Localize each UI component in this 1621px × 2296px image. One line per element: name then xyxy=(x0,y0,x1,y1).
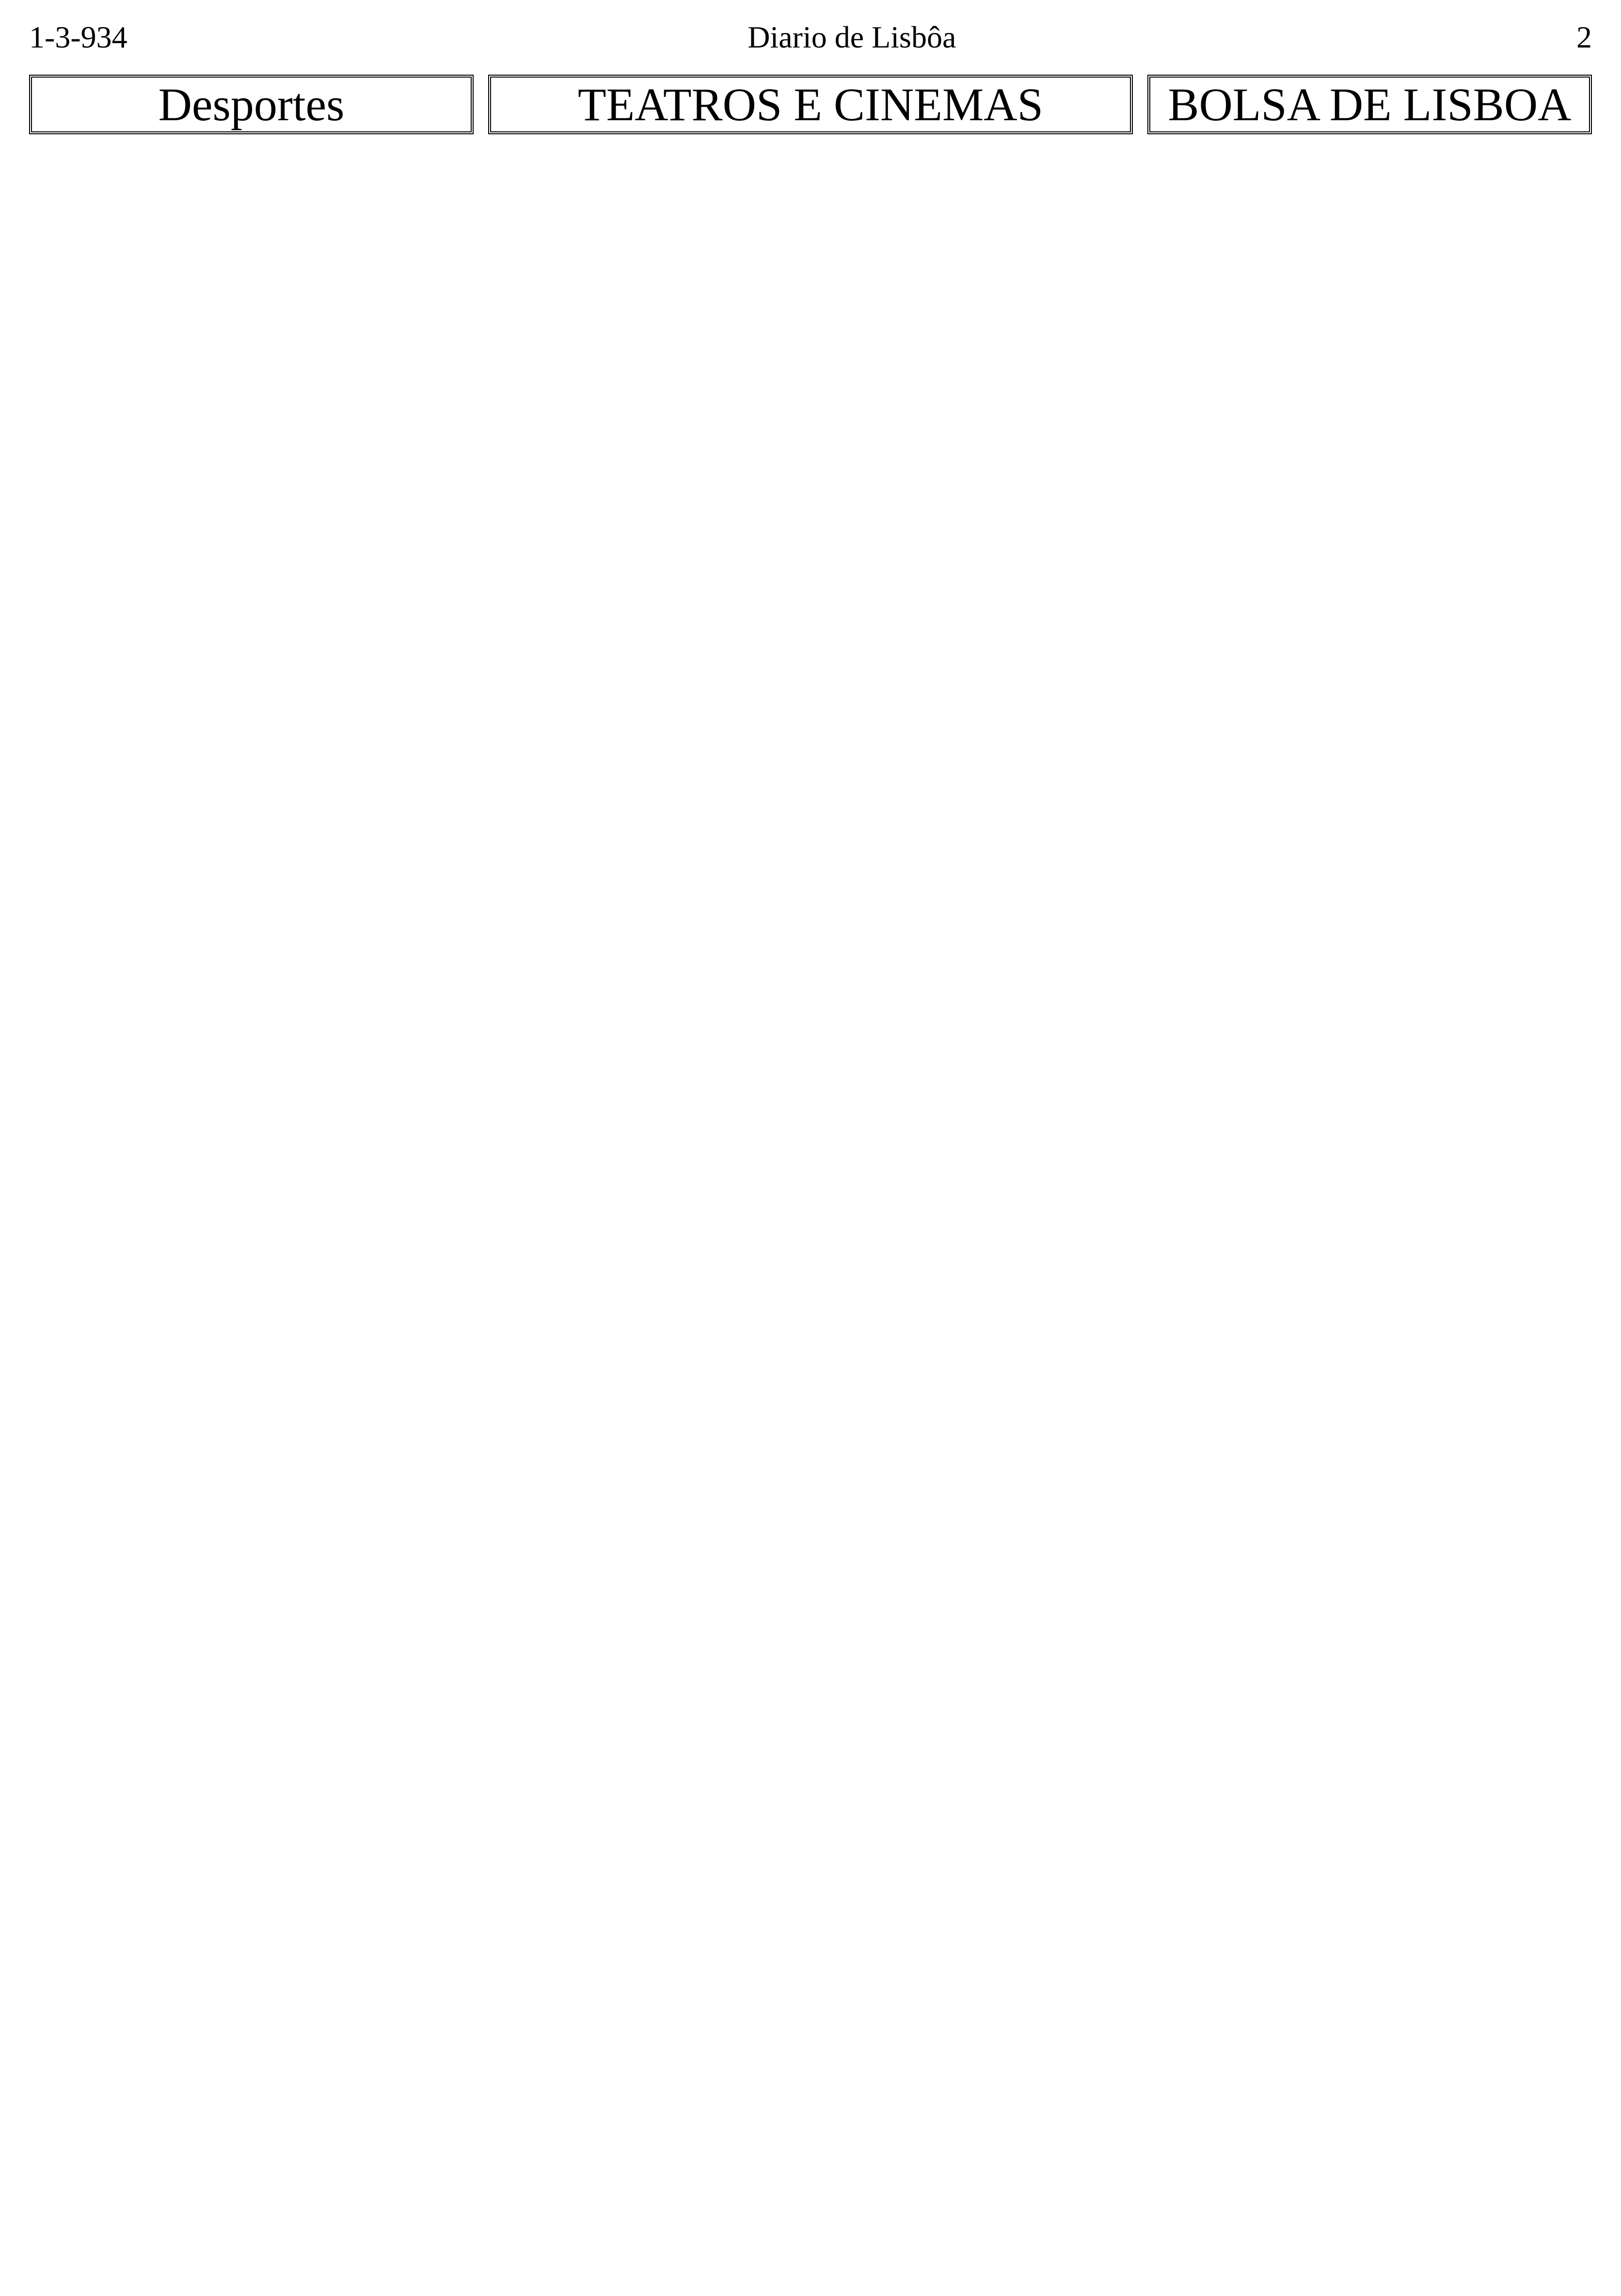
section-theatre: TEATROS E CINEMAS xyxy=(488,75,1133,134)
column-left xyxy=(29,75,474,134)
section-exchange: BOLSA DE LISBOA xyxy=(1147,75,1592,134)
section-sports: Desportes xyxy=(29,75,474,134)
issue-date: 1-3-934 xyxy=(29,20,127,54)
page-number: 2 xyxy=(1576,20,1592,54)
column-center xyxy=(488,75,1133,134)
column-right xyxy=(1147,75,1592,134)
newspaper-title: Diario de Lisbôa xyxy=(747,20,956,54)
masthead xyxy=(0,0,1621,75)
page-columns xyxy=(0,75,1621,134)
